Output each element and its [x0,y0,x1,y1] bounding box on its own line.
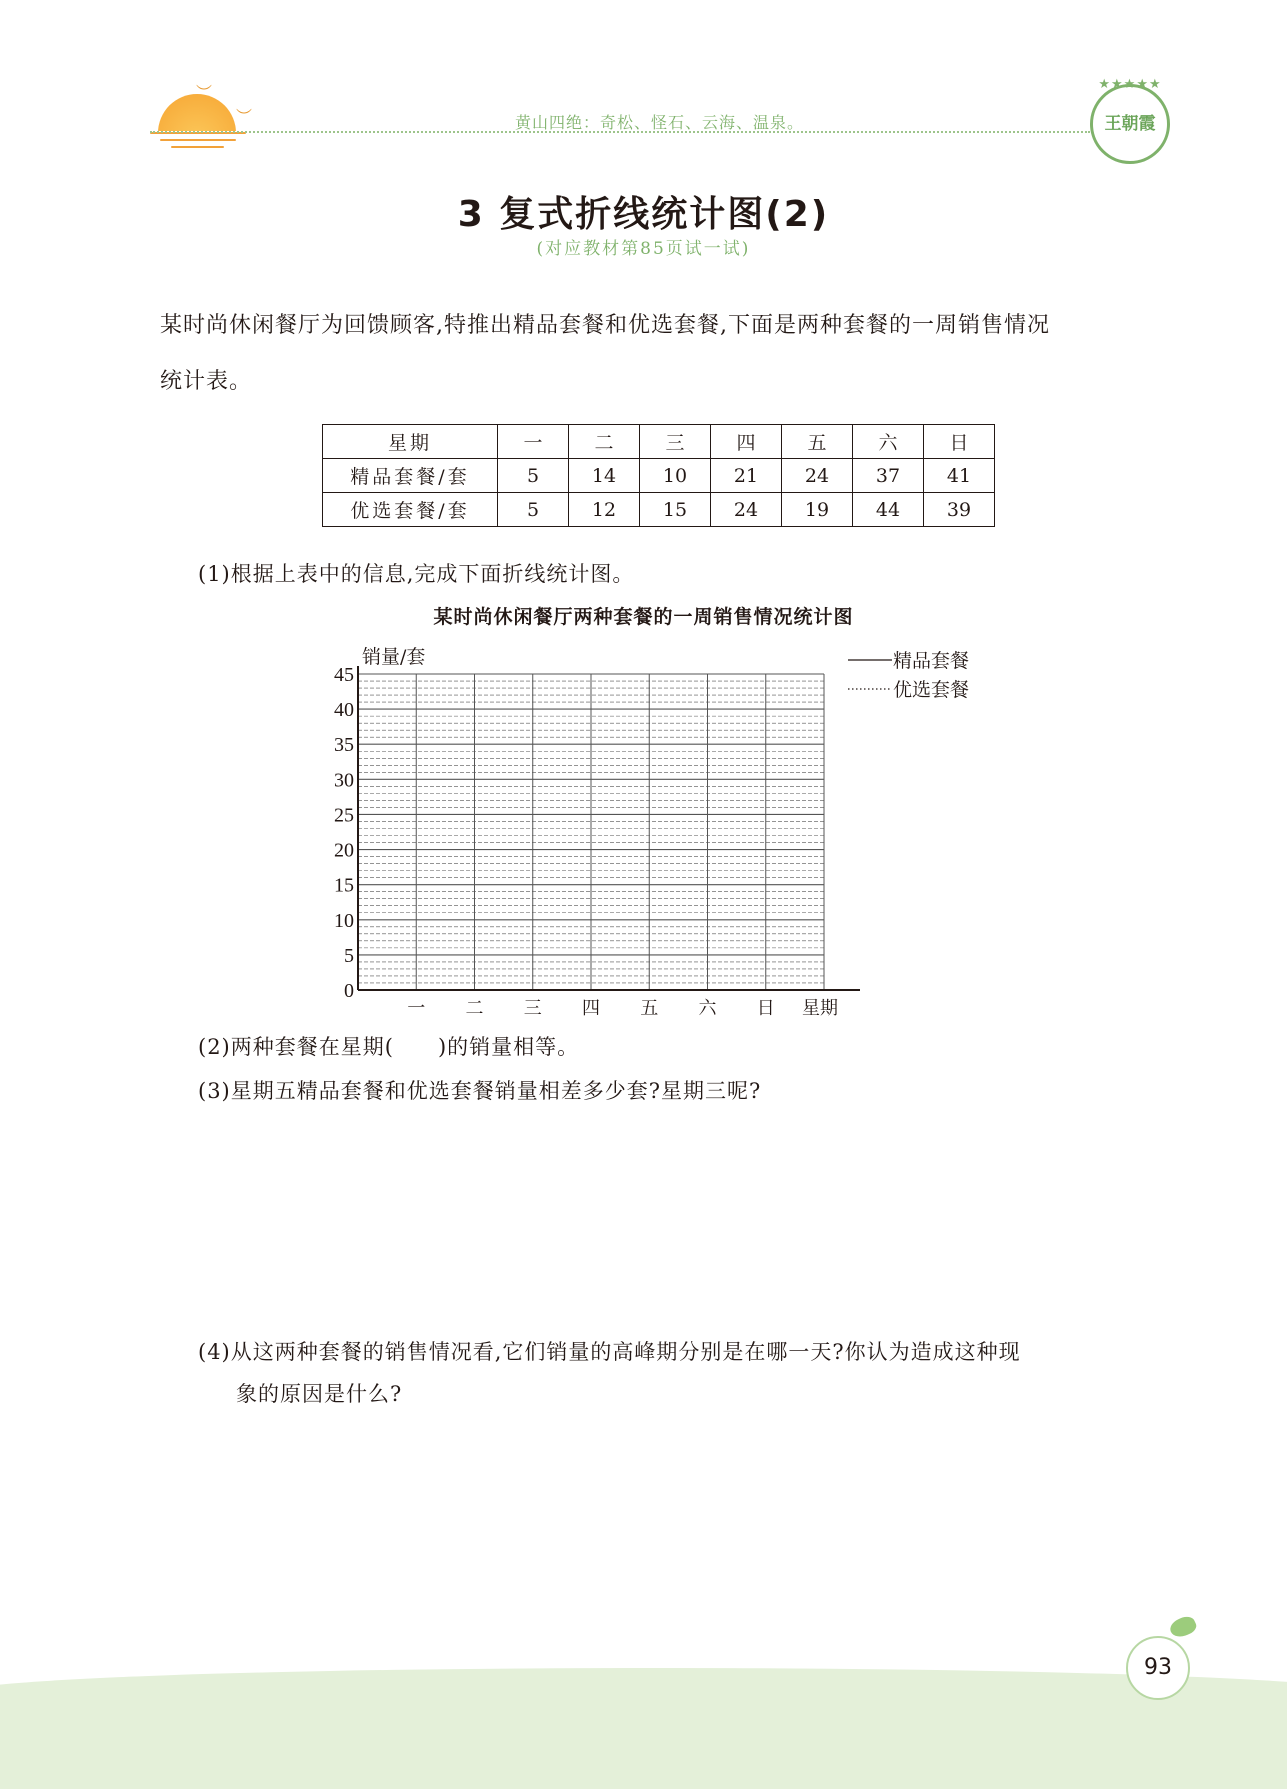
chart-labels [334,664,775,1019]
bird-icon: ︶ [196,83,213,102]
chart-axes [358,666,860,990]
x-tick-label: 二 [465,998,484,1019]
table-cell: 六 [853,425,924,459]
x-tick-label: 日 [756,998,775,1019]
y-tick-label: 0 [344,980,354,1002]
table-cell: 24 [782,459,853,493]
table-cell: 日 [924,425,995,459]
y-tick-label: 10 [334,909,354,932]
table-cell: 星期 [323,425,498,459]
y-axis-label: 销量/套 [362,646,426,668]
x-tick-label: 五 [640,998,659,1019]
question-1: (1)根据上表中的信息,完成下面折线统计图。 [198,562,635,586]
y-tick-label: 35 [334,734,354,757]
legend-label-select: 优选套餐 [893,679,970,701]
table-cell: 5 [498,459,569,493]
question-3: (3)星期五精品套餐和优选套餐销量相差多少套?星期三呢? [198,1079,762,1103]
table-cell: 10 [640,459,711,493]
legend [848,649,969,701]
table-cell: 37 [853,459,924,493]
footer-band [0,1686,1287,1789]
intro-line-1: 某时尚休闲餐厅为回馈顾客,特推出精品套餐和优选套餐,下面是两种套餐的一周销售情况 [160,313,1050,338]
y-tick-label: 5 [344,944,354,967]
table-cell: 优选套餐/套 [323,493,498,527]
intro-line-2: 统计表。 [160,369,253,394]
table-cell: 5 [498,493,569,527]
x-tick-label: 一 [407,998,426,1019]
table-cell: 一 [498,425,569,459]
bird-icon: ︶ [236,107,253,126]
table-cell: 14 [569,459,640,493]
page-number: 93 [1126,1636,1190,1700]
table-cell: 精品套餐/套 [323,459,498,493]
table-cell: 二 [569,425,640,459]
header-tagline: 黄山四绝：奇松、怪石、云海、温泉。 [515,113,805,132]
table-cell: 21 [711,459,782,493]
question-4-line-1: (4)从这两种套餐的销售情况看,它们销量的高峰期分别是在哪一天?你认为造成这种现 [198,1340,1021,1364]
table-cell: 39 [924,493,995,527]
y-tick-label: 40 [334,699,354,722]
table-cell: 三 [640,425,711,459]
table-cell: 15 [640,493,711,527]
question-4-line-2: 象的原因是什么? [236,1382,403,1406]
chart-title: 某时尚休闲餐厅两种套餐的一周销售情况统计图 [433,606,854,628]
y-tick-label: 25 [334,804,354,827]
table-cell: 19 [782,493,853,527]
x-tick-label: 四 [582,998,600,1019]
y-tick-label: 15 [334,874,354,897]
y-tick-label: 20 [334,839,354,862]
table-cell: 24 [711,493,782,527]
logo-text: 王朝霞 [1104,114,1156,134]
page-subtitle: (对应教材第85页试一试) [536,239,751,259]
x-tick-label: 三 [523,998,542,1019]
logo-stars: ★★★★★ [1098,77,1162,92]
table-cell: 12 [569,493,640,527]
question-4 [198,1331,1178,1415]
table-cell: 44 [853,493,924,527]
page-title: 3 复式折线统计图(2) [457,194,830,235]
y-tick-label: 45 [334,664,354,686]
table-cell: 41 [924,459,995,493]
chart-grid [358,674,824,990]
legend-label-premium: 精品套餐 [893,650,970,672]
table-cell: 四 [711,425,782,459]
question-2: (2)两种套餐在星期( )的销量相等。 [198,1035,580,1059]
x-axis-label: 星期 [802,998,838,1019]
y-tick-label: 30 [334,769,354,792]
x-tick-label: 六 [698,998,717,1019]
table-cell: 五 [782,425,853,459]
